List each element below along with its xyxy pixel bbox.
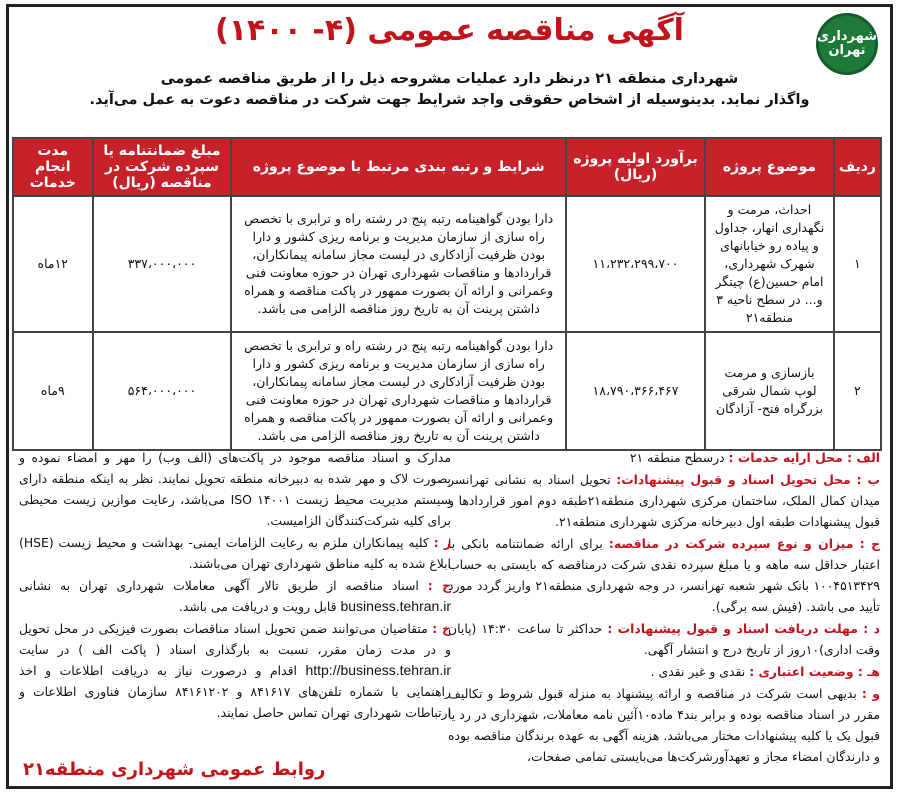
item-z-label: ز : [433,535,451,550]
notice-title: آگهی مناقصه عمومی (۴- ۱۴۰۰) [215,13,684,48]
col-header-subject: موضوع پروژه [705,138,834,196]
cell-estimate: ۱۸،۷۹۰،۳۶۶،۴۶۷ [566,332,705,450]
table-header-row [13,138,881,196]
item-h-text: اسناد مناقصه از طریق تالار آگهی معاملات شهرداری تهران به نشانی [19,578,419,593]
cell-conditions: دارا بودن گواهینامه رتبه پنج در رشته راه و ترابری با تخصص راه سازی از سازمان مدیریت و برنامه ریزی کشور و دارا بودن ظرفیت آزادکاری در لیست مجاز سامانه پیمانکاران، قراردادها و مناقصات شهرداری تهران در حوزه معاونت فنی وعمرانی و ارائه آن بصورت ممهور در پاکت مناقصه و همراه داشتن پرینت آن به تاریخ روز مناقصه الزامی می باشد. [231,196,566,332]
logo-text-2: تهران [828,43,866,58]
table-row [13,332,881,450]
item-e-label: هـ : وضعیت اعتباری : [749,664,880,679]
col-header-row: ردیف [834,138,881,196]
cell-subject: بازسازی و مرمت لوپ شمال شرقی بزرگراه فتح- آزادگان [705,332,834,450]
details-left-column [19,447,451,724]
col-header-deposit: مبلغ ضمانتنامه یا سپرده شرکت در مناقصه (ریال) [93,138,232,196]
item-c-label: ج : میزان و نوع سپرده شرکت در مناقصه: [608,536,880,551]
item-d-label: د : مهلت دریافت اسناد و قبول پیشنهادات : [607,621,880,636]
item-c-text: برای ارائه ضمانتنامه بانکی با اعتبار حداقل سه ماهه و یا مبلغ سپرده نقدی شرکت درمناقصه که بایستی به حساب ۱۰۰۴۵۱۳۴۲۹ بانک شهر شعبه تهرانسر، در وجه شهرداری منطقه۲۱ واریز گردد مورد تأیید می باشد. (فیش سه برگی). [448,536,881,614]
col-header-conditions: شرایط و رتبه بندی مرتبط با موضوع پروژه [231,138,566,196]
logo-text-1: شهرداری [817,29,877,44]
cell-deposit: ۵۶۴،۰۰۰،۰۰۰ [93,332,232,450]
business-url-link[interactable]: business.tehran.ir [340,598,451,614]
intro-line-1: درنظر دارد عملیات مشروحه ذیل را از طریق مناقصه عمومی [160,71,591,87]
item-kh-text: متقاضیان می‌توانند ضمن تحویل اسناد مناقصات بصورت فیزیکی در محل تحویل و در مدت زمان مقرر، نسبت به بارگذاری اسناد ( پاکت الف ) در سایت [19,621,451,657]
cell-row: ۲ [834,332,881,450]
item-f-label: و : [861,686,880,701]
col-header-duration: مدت انجام خدمات [13,138,93,196]
col-header-estimate: برآورد اولیه پروژه (ریال) [566,138,705,196]
intro-bold: شهرداری منطقه ۲۱ [595,71,739,87]
item-b-text: تحویل اسناد به نشانی تهرانسر میدان کمال الملک، ساختمان مرکزی شهرداری منطقه۲۱طبقه دوم امور قراردادها و قبول پیشنهادات طبقه اول دبیرخانه مرکزی شهرداری منطقه۲۱. [448,472,880,529]
tender-table [12,137,882,451]
item-b-label: ب : محل تحویل اسناد و قبول پیشنهادات: [616,472,880,487]
item-kh-label: خ : [432,621,451,636]
item-d-text: حداکثر تا ساعت ۱۴:۳۰ (پایان وقت اداری)۱۰روز از تاریخ درج و انتشار آگهی. [448,621,880,657]
cell-deposit: ۳۳۷،۰۰۰،۰۰۰ [93,196,232,332]
cell-subject: احداث، مرمت و نگهداری انهار، جداول و پیاده رو خیابانهای شهرک شهرداری، امام حسین(ع) چیتگر و... در سطح ناحیه ۳ منطقه۲۱ [705,196,834,332]
details-right-column [448,447,880,768]
cell-duration: ۱۲ماه [13,196,93,332]
item-a-text: درسطح منطقه ۲۱ [629,450,725,465]
item-a-label: الف : محل ارایه خدمات : [728,450,880,465]
notice-details [9,441,890,786]
item-f-text: بدیهی است شرکت در مناقصه و ارائه پیشنهاد به منزله قبول شروط و تکالیف مقرر در اسناد مناقصه بوده و برابر بند۴ ماده۱۰آئین نامه معاملات، شهرداری در رد یا قبول یک یا کلیه پیشنهادات مختار می‌باشد. هزینه آگهی به عهده برندگان مناقصه بوده و دارندگان امضاء مجاز و تعهدآورشرکت‌ها می‌بایستی تمامی صفحات، [448,686,880,764]
cell-duration: ۹ماه [13,332,93,450]
item-kh-text2: اقدام و درصورت نیاز به دریافت اطلاعات و اخذ راهنمایی با شماره تلفن‌های ۸۴۱۶۱۷ و ۸۴۱۶۱۲۰۲ سازمان فناوری اطلاعات و ارتباطات شهرداری تهران تماس حاصل نمایند. [19,663,451,720]
notice-header [9,7,890,137]
item-z-text: کلیه پیمانکاران ملزم به رعایت الزامات ایمنی- بهداشت و محیط زیست (HSE) ابلاغ شده به کلیه مناطق شهرداری تهران می‌باشند. [19,535,451,571]
cell-row: ۱ [834,196,881,332]
cell-conditions: دارا بودن گواهینامه رتبه پنج در رشته راه و ترابری با تخصص راه سازی از سازمان مدیریت و برنامه ریزی کشور و دارا بودن ظرفیت آزادکاری در لیست مجاز سامانه پیمانکاران، قراردادها و مناقصات شهرداری تهران در حوزه معاونت فنی وعمرانی و ارائه آن بصورت ممهور در پاکت مناقصه و همراه داشتن پرینت آن به تاریخ روز مناقصه الزامی می باشد. [231,332,566,450]
cell-estimate: ۱۱،۲۳۲،۲۹۹،۷۰۰ [566,196,705,332]
item-continuation: مدارک و اسناد مناقصه موجود در پاکت‌های (الف وب) را مهر و امضاء نموده و بصورت لاک و مهر شده به دبیرخانه منطقه تحویل نمایند. نظر به اینکه منطقه دارای سیستم مدیریت محیط زیست ISO ۱۴۰۰۱ می‌باشد، رعایت موازین زیست محیطی برای کلیه شرکت‌کنندگان الزامیست. [19,450,451,528]
item-h-label: ح : [427,578,451,593]
intro-line-2: واگذار نماید. بدینوسیله از اشخاص حقوقی واجد شرایط جهت شرکت در مناقصه دعوت به عمل می‌آید. [89,92,810,108]
table-row [13,196,881,332]
business-http-url-link[interactable]: http://business.tehran.ir [305,662,451,678]
item-h-text2: قابل رویت و دریافت می باشد. [178,599,337,614]
public-relations-signature: روابط عمومی شهرداری منطقه۲۱ [23,759,326,780]
tender-notice [6,4,893,789]
notice-intro [23,69,876,111]
item-e-text: نقدی و غیر نقدی . [650,664,746,679]
